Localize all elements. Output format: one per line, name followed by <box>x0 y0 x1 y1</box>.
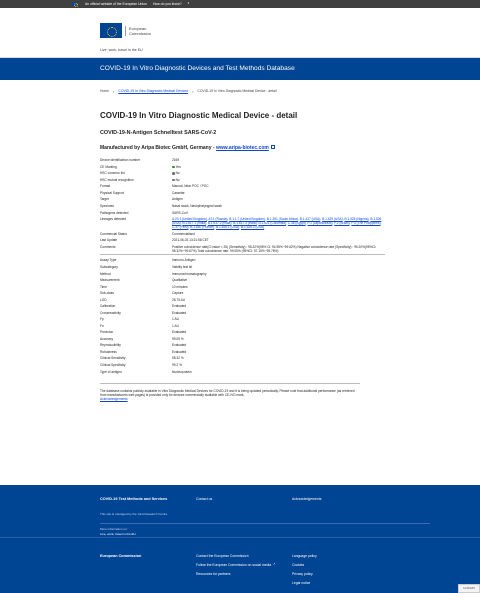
page-banner <box>0 58 480 80</box>
detail-label: Fp <box>100 317 104 322</box>
detail-label: Physical Support <box>100 190 124 195</box>
site-header <box>0 8 480 58</box>
detail-value: Commercialised <box>172 231 195 236</box>
footer-link-legal-notice[interactable]: Legal notice <box>292 581 311 585</box>
lineage-link[interactable]: B.1.621 (Colombia) <box>258 221 287 226</box>
banner-title: COVID-19 In Vitro Diagnostic Devices and Test Methods Database <box>100 64 295 72</box>
footer-more-info-link[interactable]: Live, work, travel in the EU <box>100 531 136 536</box>
lineages-list: A.23.1 (United Kingdom), AT.1 (Russia), B.1.1.7 (United Kingdom), B.1.351 (South Africa), B.1.427 (USA), B.1.429 (USA), B.1.525 (Nigeria), B.1.526 (USA), B.1.617.1 (India), B.1.617.2 (India), B.1.617.3 (India), B.1.621 (Colombia), C.36 (Egypt), P.1 (Japan/Brazil), P.2 (Brazil), P.3 (The Philippines), C.37 (Peru), B.1.640 (France), B.1.526.1 (USA), B.1.526.2 (USA) <box>172 217 382 230</box>
official-eu-bar <box>0 0 480 8</box>
breadcrumb-devices[interactable]: COVID-19 In Vitro Diagnostic Medical Devices <box>118 89 189 94</box>
lineage-link[interactable]: B.1.525 (Nigeria) <box>344 217 369 222</box>
detail-label: Sub-class <box>100 291 114 296</box>
footer-site-title[interactable]: COVID-19 Test Methods and Services <box>100 497 168 501</box>
manufacturer-line <box>100 145 385 152</box>
detail-label: Subcategory <box>100 265 118 269</box>
footer-link-resources[interactable]: Resources for partners <box>196 572 231 576</box>
device-details-table <box>100 157 385 375</box>
detail-label: LOD <box>100 297 107 302</box>
lineage-link[interactable]: P.3 (The Philippines) <box>351 221 381 226</box>
check-icon <box>172 166 175 169</box>
detail-label: HSC mutual recognition <box>100 177 134 182</box>
site-footer <box>0 485 480 537</box>
lineage-link[interactable]: B.1.526.2 (USA) <box>240 225 265 230</box>
header-tagline: Live, work, travel in the EU <box>100 48 143 52</box>
external-link-icon: ↗ <box>273 561 276 566</box>
detail-row <box>100 368 385 375</box>
chevron-down-icon[interactable]: ▾ <box>187 1 190 6</box>
detail-label: Assay Type <box>100 255 172 264</box>
detail-value: 99.2 % <box>172 362 182 367</box>
detail-row <box>100 255 385 264</box>
manufacturer-link[interactable]: www.aripa-biotec.com <box>215 144 269 151</box>
lineage-link[interactable]: B.1.1.7 (United Kingdom) <box>229 217 265 222</box>
hsc-mutual-value: No <box>175 177 180 182</box>
detail-value: Evaluated <box>172 310 187 315</box>
breadcrumb <box>0 80 480 94</box>
lineage-link[interactable]: B.1.617.1 (India) <box>182 221 207 226</box>
detail-row <box>100 244 385 255</box>
lineage-link[interactable]: B.1.640 (France) <box>190 225 215 230</box>
footer-contact-link[interactable]: Contact us <box>196 497 213 501</box>
detail-label: CE Marking <box>100 164 117 169</box>
lineage-link[interactable]: B.1.427 (USA) <box>299 217 321 222</box>
footer-acknowledgements-link[interactable]: Acknowledgements <box>292 497 322 501</box>
detail-label: Commercial Status <box>100 231 127 236</box>
lineage-link[interactable]: AT.1 (Russia) <box>208 217 228 222</box>
detail-label: Type of antigen <box>100 369 122 374</box>
corporate-footer <box>0 537 480 593</box>
detail-label: Crossreactivity <box>100 310 121 315</box>
detail-value: 2021-06-03 13:21:58 CET <box>172 238 209 243</box>
detail-value: Immuno-Antigen <box>172 255 385 264</box>
detail-label: Method <box>100 271 111 276</box>
detail-value: SARS-CoV <box>172 210 188 215</box>
detail-label: Format <box>100 184 111 189</box>
footer-link-contact-ec[interactable]: Contact the European Commission <box>196 554 249 558</box>
footer-more-info: More information on: <box>100 527 128 531</box>
manufacturer-text: Manufactured by Aripa Biotec GmbH, Germany - <box>100 144 215 151</box>
lineage-link[interactable]: B.1.526.1 (USA) <box>215 225 240 230</box>
detail-value: 1 AU <box>172 323 179 328</box>
detail-value: Validity test kit <box>172 265 193 269</box>
acknowledgements-link[interactable]: Acknowledgements <box>100 397 128 402</box>
detail-label: Last Update <box>100 238 118 243</box>
detail-value: 99.05 % <box>172 336 184 341</box>
detail-value: Capture <box>172 291 184 296</box>
detail-value: 98.32 % <box>172 356 184 361</box>
detail-value: Evaluated <box>172 304 187 309</box>
detail-value: Cassette <box>172 190 185 195</box>
detail-value: 10 minutes <box>172 284 188 289</box>
footer-link-language-policy[interactable]: Language policy <box>292 554 317 558</box>
detail-value: Nasal swab, Nasopharyngeal swab <box>172 204 222 208</box>
detail-label: Target <box>100 197 109 202</box>
lineage-link[interactable]: P.1 (Japan/Brazil) <box>307 221 333 226</box>
lineage-link[interactable]: B.1.429 (USA) <box>322 217 343 222</box>
eu-emblem-icon <box>100 23 122 38</box>
device-name: COVID-19-N-Antigen Schnelltest SARS-CoV-2 <box>100 129 217 136</box>
detail-value: Immunochromatography <box>172 271 207 276</box>
lineage-link[interactable]: P.2 (Brazil) <box>334 221 350 226</box>
disclaimer-text: The database contains publicly available In Vitro Diagnostic Medical Devices for COVID-19 and it is being updated periodically. Please note that additional performance (as retrieved from manufacturers web pages) is provided only for devices commercially available with CE-IVD mark. <box>100 388 355 397</box>
chevron-right-icon: › <box>192 89 194 94</box>
lineage-link[interactable]: C.36 (Egypt) <box>287 221 306 226</box>
detail-value: Nucleoprotein <box>172 369 192 374</box>
breadcrumb-current: COVID-19 In Vitro Diagnostic Medical Device - detail <box>197 89 277 94</box>
detail-label: Time <box>100 284 107 289</box>
detail-label: Comments <box>100 244 116 249</box>
hsc-common-value: No <box>175 171 180 176</box>
how-do-you-know-link[interactable]: How do you know? <box>152 1 182 6</box>
lineage-link[interactable]: C.37 (Peru) <box>172 225 189 230</box>
logo-line2: Commission <box>129 30 152 36</box>
detail-label: Clinical Sensitivity <box>100 356 126 361</box>
cross-icon <box>172 179 175 182</box>
database-disclaimer <box>100 383 360 401</box>
detail-label: Calibration <box>100 304 116 309</box>
main-content <box>0 111 385 401</box>
detail-value: Evaluated <box>172 343 187 348</box>
detail-label: Robustness <box>100 349 117 354</box>
detail-label: Precision <box>100 330 114 335</box>
lineage-link[interactable]: B.1.526 (USA) <box>172 217 382 226</box>
footer-link-privacy-policy[interactable]: Privacy policy <box>292 572 313 576</box>
detail-value: 1 AU <box>172 317 179 322</box>
lineage-link[interactable]: B.1.617.2 (India) <box>207 221 232 226</box>
logo-line1: European <box>129 25 147 31</box>
footer-link-cookies[interactable]: Cookies <box>292 563 305 567</box>
detail-label: Device identification number <box>100 158 141 163</box>
lineage-link[interactable]: A.23.1 (United Kingdom) <box>172 217 207 222</box>
ce-marking-value: Yes <box>175 164 181 169</box>
page-title: COVID-19 In Vitro Diagnostic Medical Device - detail <box>100 111 298 121</box>
official-text: An official website of the European Union <box>85 1 147 6</box>
detail-value: Evaluated <box>172 330 187 335</box>
detail-value: 2169 <box>172 158 180 163</box>
footer-link-social-media[interactable]: Follow the European Commission on social media <box>196 563 272 567</box>
footer-divider <box>100 523 430 524</box>
detail-value: Manual, Near POC / POC <box>172 184 209 189</box>
detail-value: Positive coincidence rate(Cl value < 25) (Sensitivity) : 98.32%(95% Cl: 94.55%~99.62%) Negative coincidence rate (Specificity) : 99.20%(95%Cl: 98.32%~99.67%) Total coincidence rate: 99.05% (95%Cl: 97.15%~99.78%) <box>172 244 377 254</box>
detail-label: HSC common list <box>100 171 125 176</box>
ec-logo[interactable] <box>100 23 151 38</box>
corner-badge: CLINOMIX <box>458 584 480 593</box>
footer-ec-title[interactable]: European Commission <box>100 554 142 558</box>
chevron-right-icon: › <box>113 89 115 94</box>
detail-label: Accuracy <box>100 336 114 341</box>
cross-icon <box>172 172 175 175</box>
detail-value: Qualitative <box>172 278 188 283</box>
lineage-link[interactable]: B.1.617.3 (India) <box>233 221 257 226</box>
external-link-icon <box>271 145 275 149</box>
detail-label: Specimen <box>100 204 115 208</box>
footer-managed-by: This site is managed by the Joint Research Centre. <box>100 512 169 516</box>
detail-label: Pathogens detected <box>100 210 129 215</box>
detail-value: Antigen <box>172 197 183 202</box>
lineage-link[interactable]: B.1.351 (South Africa) <box>266 217 298 222</box>
breadcrumb-home[interactable]: Home <box>100 89 110 94</box>
detail-label: Measurement <box>100 278 120 283</box>
detail-label: Clinical Specificity <box>100 362 126 367</box>
detail-label: Lineages detected <box>100 217 127 222</box>
eu-flag-icon <box>72 2 77 5</box>
detail-label: Reproducibility <box>100 343 121 348</box>
detail-row <box>100 216 385 231</box>
detail-label: Fn <box>100 323 104 328</box>
detail-value: 28.75 AU <box>172 297 186 302</box>
detail-value: Evaluated <box>172 349 187 354</box>
